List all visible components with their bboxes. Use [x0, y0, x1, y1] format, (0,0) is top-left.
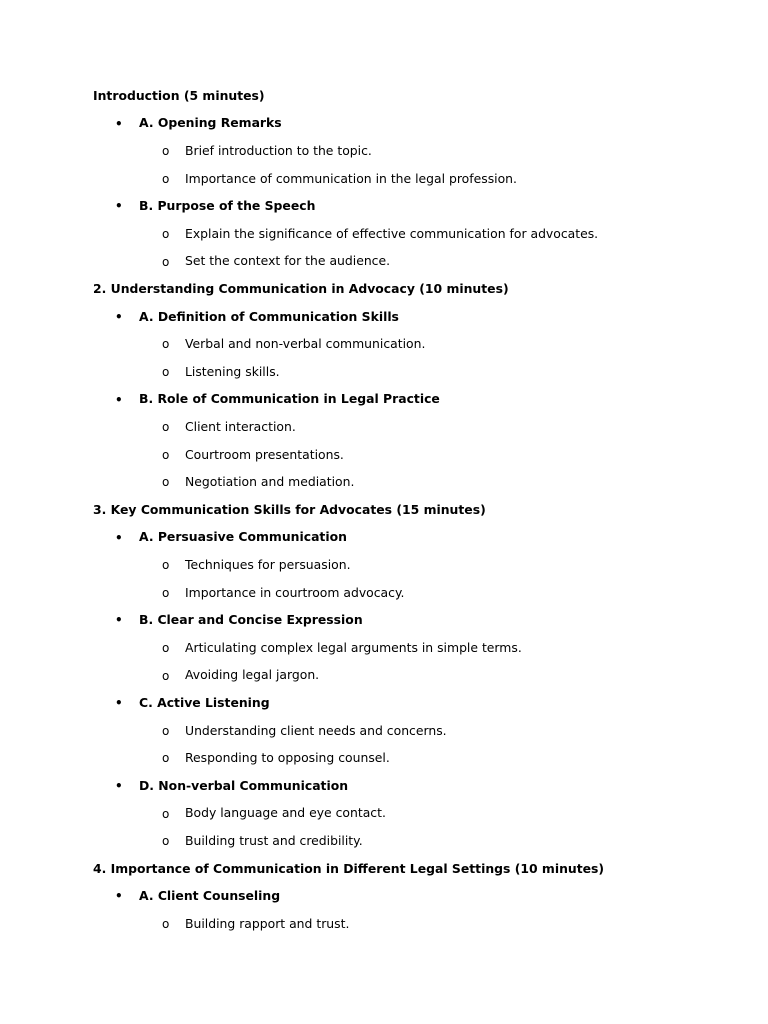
bullet-marker: • [115, 530, 123, 545]
section-heading [93, 279, 509, 299]
sub-bullet-marker: o [162, 227, 170, 241]
list-item [162, 252, 390, 272]
sub-bullet-marker: o [162, 751, 170, 766]
sub-bullet-marker: o [162, 834, 170, 849]
sub-bullet-marker: o [162, 558, 170, 573]
list-item [162, 445, 344, 465]
subsection-title-text: A. Persuasive Communication [139, 529, 347, 545]
bullet-marker: • [115, 889, 123, 904]
list-item [162, 362, 280, 382]
sub-bullet-marker: o [162, 585, 170, 600]
sub-bullet-marker: o [162, 254, 170, 269]
list-item-text: Building rapport and trust. [185, 915, 350, 931]
subsection-title-text: D. Non-verbal Communication [139, 777, 349, 793]
bullet-marker: • [115, 392, 123, 407]
list-item-text: Brief introduction to the topic. [185, 142, 372, 158]
section-heading-text: Introduction (5 minutes) [93, 87, 265, 103]
subsection-title [115, 196, 315, 216]
bullet-marker: • [115, 116, 123, 131]
list-item-text: Understanding client needs and concerns. [185, 722, 447, 738]
section-heading [93, 500, 486, 520]
list-item-text: Explain the significance of effective communication for advocates. [185, 225, 599, 241]
sub-bullet-marker: o [162, 475, 170, 490]
sub-bullet-marker: o [162, 365, 170, 379]
subsection-title [115, 776, 348, 796]
list-item [162, 748, 390, 768]
subsection-title [115, 307, 399, 327]
bullet-marker: • [115, 779, 123, 793]
list-item [162, 914, 349, 934]
list-item [162, 141, 372, 161]
subsection-title [115, 693, 270, 713]
sub-bullet-marker: o [162, 723, 170, 738]
list-item-text: Avoiding legal jargon. [185, 667, 320, 683]
sub-bullet-marker: o [162, 806, 170, 821]
list-item [162, 666, 319, 686]
subsection-title-text: A. Definition of Communication Skills [139, 308, 399, 324]
sub-bullet-marker: o [162, 641, 170, 655]
subsection-title [115, 390, 440, 410]
list-item [162, 334, 425, 354]
list-item-text: Listening skills. [185, 363, 280, 379]
list-item-text: Techniques for persuasion. [185, 556, 351, 572]
subsection-title [115, 114, 282, 134]
list-item [162, 169, 517, 189]
bullet-marker: • [115, 696, 123, 711]
section-heading [93, 86, 265, 106]
sub-bullet-marker: o [162, 420, 170, 435]
list-item [162, 831, 363, 851]
subsection-title [115, 886, 280, 906]
list-item-text: Body language and eye contact. [185, 805, 386, 821]
sub-bullet-marker: o [162, 917, 170, 931]
list-item [162, 555, 351, 575]
list-item-text: Responding to opposing counsel. [185, 750, 390, 766]
subsection-title-text: B. Clear and Concise Expression [139, 612, 363, 628]
section-heading-text: 4. Importance of Communication in Different Legal Settings (10 minutes) [93, 860, 605, 876]
list-item-text: Articulating complex legal arguments in simple terms. [185, 639, 522, 655]
list-item-text: Importance in courtroom advocacy. [185, 584, 405, 600]
list-item-text: Set the context for the audience. [185, 253, 391, 269]
sub-bullet-marker: o [162, 668, 170, 683]
list-item-text: Importance of communication in the legal profession. [185, 170, 517, 186]
list-item [162, 224, 598, 244]
list-item-text: Client interaction. [185, 418, 296, 434]
list-item [162, 638, 522, 658]
section-heading [93, 859, 604, 879]
sub-bullet-marker: o [162, 337, 170, 352]
subsection-title-text: B. Purpose of the Speech [139, 198, 316, 214]
list-item [162, 472, 354, 492]
bullet-marker: • [115, 309, 123, 324]
subsection-title [115, 528, 347, 548]
subsection-title-text: A. Opening Remarks [139, 115, 282, 131]
sub-bullet-marker: o [162, 144, 170, 159]
list-item [162, 804, 386, 824]
sub-bullet-marker: o [162, 171, 170, 186]
list-item [162, 721, 447, 741]
list-item-text: Verbal and non-verbal communication. [185, 336, 426, 352]
bullet-marker: • [115, 199, 123, 214]
subsection-title-text: C. Active Listening [139, 694, 270, 710]
list-item-text: Building trust and credibility. [185, 832, 363, 848]
sub-bullet-marker: o [162, 447, 170, 462]
subsection-title-text: A. Client Counseling [139, 888, 281, 904]
list-item-text: Courtroom presentations. [185, 446, 344, 462]
subsection-title [115, 610, 363, 630]
list-item [162, 583, 404, 603]
subsection-title-text: B. Role of Communication in Legal Practice [139, 391, 440, 407]
section-heading-text: 3. Key Communication Skills for Advocates (15 minutes) [93, 501, 486, 517]
section-heading-text: 2. Understanding Communication in Advocacy (10 minutes) [93, 280, 509, 296]
list-item-text: Negotiation and mediation. [185, 474, 355, 490]
bullet-marker: • [115, 613, 123, 628]
list-item [162, 417, 296, 437]
